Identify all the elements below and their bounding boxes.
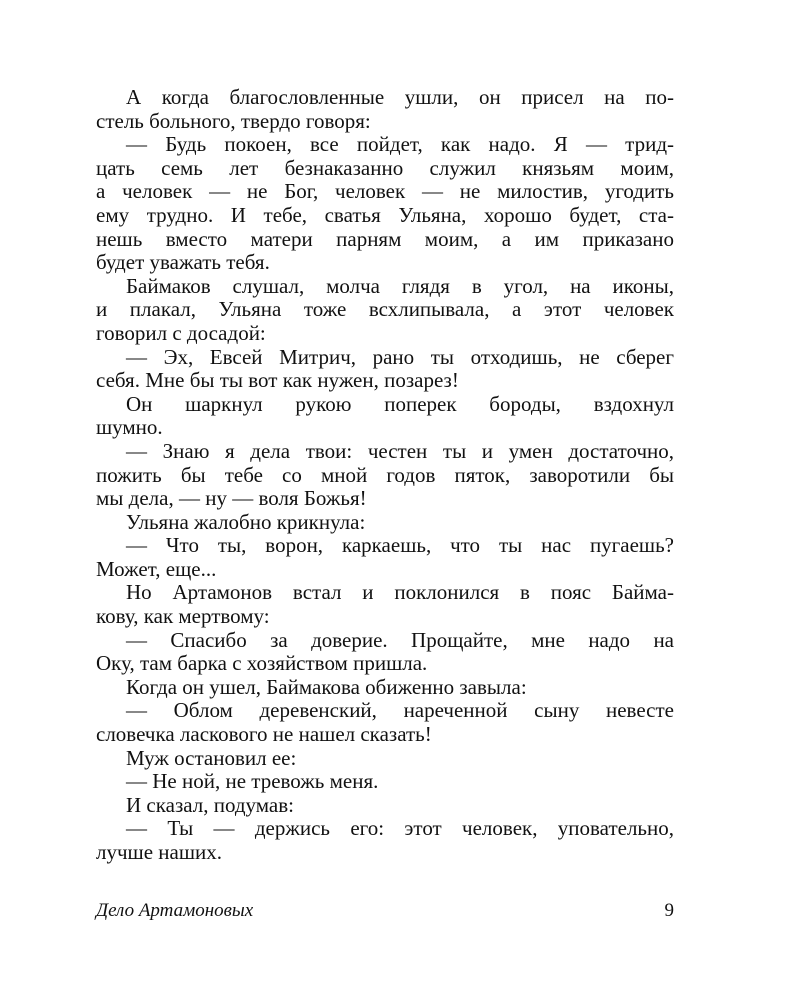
text-line: — Что ты, ворон, каркаешь, что ты нас пугаешь?: [126, 533, 674, 558]
text-line: Когда он ушел, Баймакова обиженно завыла:: [126, 674, 527, 699]
text-line: Он шаркнул рукою поперек бороды, вздохнул: [126, 391, 674, 416]
text-line: лучше наших.: [96, 840, 222, 864]
text-line: и плакал, Ульяна тоже всхлипывала, а этот человек: [96, 297, 674, 322]
text-line: Ульяна жалобно крикнула:: [126, 509, 366, 534]
text-line: — Ты — держись его: этот человек, уповательно,: [126, 816, 674, 841]
text-line: И сказал, подумав:: [126, 792, 294, 817]
text-line: ему трудно. И тебе, сватья Ульяна, хорошо будет, ста-: [96, 202, 674, 227]
running-title: Дело Артамоновых: [96, 900, 254, 921]
text-line: А когда благословленные ушли, он присел на по-: [126, 85, 674, 109]
text-line: себя. Мне бы ты вот как нужен, позарез!: [96, 368, 459, 393]
text-line: Но Артамонов встал и поклонился в пояс Байма-: [126, 580, 674, 605]
page-body-text: [96, 86, 674, 865]
text-line: словечка ласкового не нашел сказать!: [96, 722, 432, 747]
text-line: а человек — не Бог, человек — не милостив, угодить: [96, 179, 674, 204]
text-line: будет уважать тебя.: [96, 250, 270, 275]
text-line: — Будь покоен, все пойдет, как надо. Я — трид-: [126, 132, 674, 157]
text-line: Оку, там барка с хозяйством пришла.: [96, 651, 428, 676]
page-footer: [96, 898, 674, 924]
text-line: нешь вместо матери парням моим, а им приказано: [96, 226, 674, 251]
text-line: — Эх, Евсей Митрич, рано ты отходишь, не сберег: [126, 344, 674, 369]
text-line: шумно.: [96, 415, 163, 440]
text-line: Муж остановил ее:: [126, 745, 297, 770]
text-line: — Знаю я дела твои: честен ты и умен достаточно,: [126, 438, 674, 463]
text-line: цать семь лет безнаказанно служил князьям моим,: [96, 155, 674, 180]
text-line: мы дела, — ну — воля Божья!: [96, 486, 367, 511]
page-number: 9: [664, 900, 674, 921]
text-line: — Не ной, не тревожь меня.: [126, 769, 379, 794]
text-line: — Спасибо за доверие. Прощайте, мне надо на: [126, 627, 674, 652]
text-line: Баймаков слушал, молча глядя в угол, на иконы,: [126, 273, 674, 298]
text-line: Может, еще...: [96, 556, 217, 581]
text-line: стель больного, твердо говоря:: [96, 108, 371, 133]
text-line: — Облом деревенский, нареченной сыну невесте: [126, 698, 674, 723]
text-line: пожить бы тебе со мной годов пяток, заворотили бы: [96, 462, 674, 487]
text-line: кову, как мертвому:: [96, 604, 270, 629]
text-line: говорил с досадой:: [96, 320, 266, 345]
